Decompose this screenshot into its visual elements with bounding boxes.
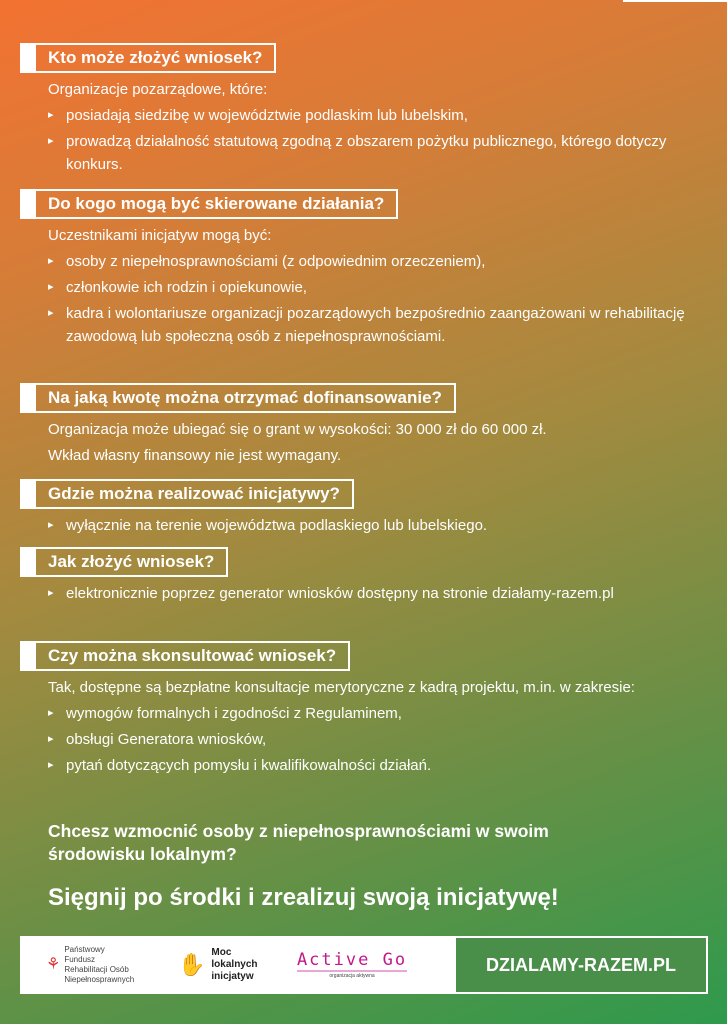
list-item: ▸ wyłącznie na terenie województwa podlaskiego lub lubelskiego. (48, 514, 707, 537)
cta-slogan: Sięgnij po środki i zrealizuj swoją inicjatywę! (48, 884, 559, 911)
section-heading: Kto może złożyć wniosek? (20, 43, 707, 73)
section-amount (20, 383, 707, 467)
active-go-logo: Active Go organizacja aktywna (296, 950, 408, 979)
section-consult (20, 641, 707, 777)
section-who (20, 43, 707, 176)
intro-2: Wkład własny finansowy nie jest wymagany. (48, 447, 342, 464)
list-item: ▸ posiadają siedzibę w województwie podlaskim lub lubelskim, (48, 104, 707, 127)
list-item: ▸ elektronicznie poprzez generator wniosków dostępny na stronie działamy-razem.pl (48, 582, 628, 605)
list-item: ▸ wymogów formalnych i zgodności z Regulaminem, (48, 702, 707, 725)
section-heading: Do kogo mogą być skierowane działania? (20, 189, 707, 219)
intro: Organizacje pozarządowe, które: (48, 81, 268, 98)
section-heading: Gdzie można realizować inicjatywy? (20, 479, 707, 509)
website-link[interactable]: DZIALAMY-RAZEM.PL (454, 936, 708, 994)
intro: Tak, dostępne są bezpłatne konsultacje merytoryczne z kadrą projektu, m.in. w zakresie: (48, 679, 635, 696)
section-how (20, 547, 707, 605)
intro: Organizacja może ubiegać się o grant w wysokości: 30 000 zł do 60 000 zł. (48, 421, 547, 438)
intro: Uczestnikami inicjatyw mogą być: (48, 227, 272, 244)
top-accent-bar (623, 0, 727, 2)
list-item: ▸ członkowie ich rodzin i opiekunowie, (48, 276, 707, 299)
section-heading: Jak złożyć wniosek? (20, 547, 707, 577)
list-item: ▸ kadra i wolontariusze organizacji pozarządowych bezpośrednio zaangażowani w rehabilitację zawodową lub społeczną osób z niepełnosprawnościami. (48, 302, 707, 348)
section-heading: Na jaką kwotę można otrzymać dofinansowanie? (20, 383, 707, 413)
section-where (20, 479, 707, 537)
list-item: ▸ obsługi Generatora wniosków, (48, 728, 707, 751)
section-target (20, 189, 707, 348)
list-item: ▸ pytań dotyczących pomysłu i kwalifikowalności działań. (48, 754, 707, 777)
pfron-logo: ⚘ Państwowy Fundusz Rehabilitacji Osób Niepełnosprawnych (46, 945, 135, 984)
tulip-icon: ⚘ (46, 956, 61, 973)
moc-logo: ✋ Moc lokalnych inicjatyw (178, 947, 258, 982)
list-item: ▸ osoby z niepełnosprawnościami (z odpowiednim orzeczeniem), (48, 250, 707, 273)
list-item: ▸ prowadzą działalność statutową zgodną z obszarem pożytku publicznego, którego dotyczy konkurs. (48, 130, 707, 176)
section-heading: Czy można skonsultować wniosek? (20, 641, 707, 671)
handshake-icon: ✋ (178, 952, 206, 977)
footer-logos (20, 936, 708, 994)
cta-question: Chcesz wzmocnić osoby z niepełnosprawnościami w swoim środowisku lokalnym? (48, 821, 549, 864)
